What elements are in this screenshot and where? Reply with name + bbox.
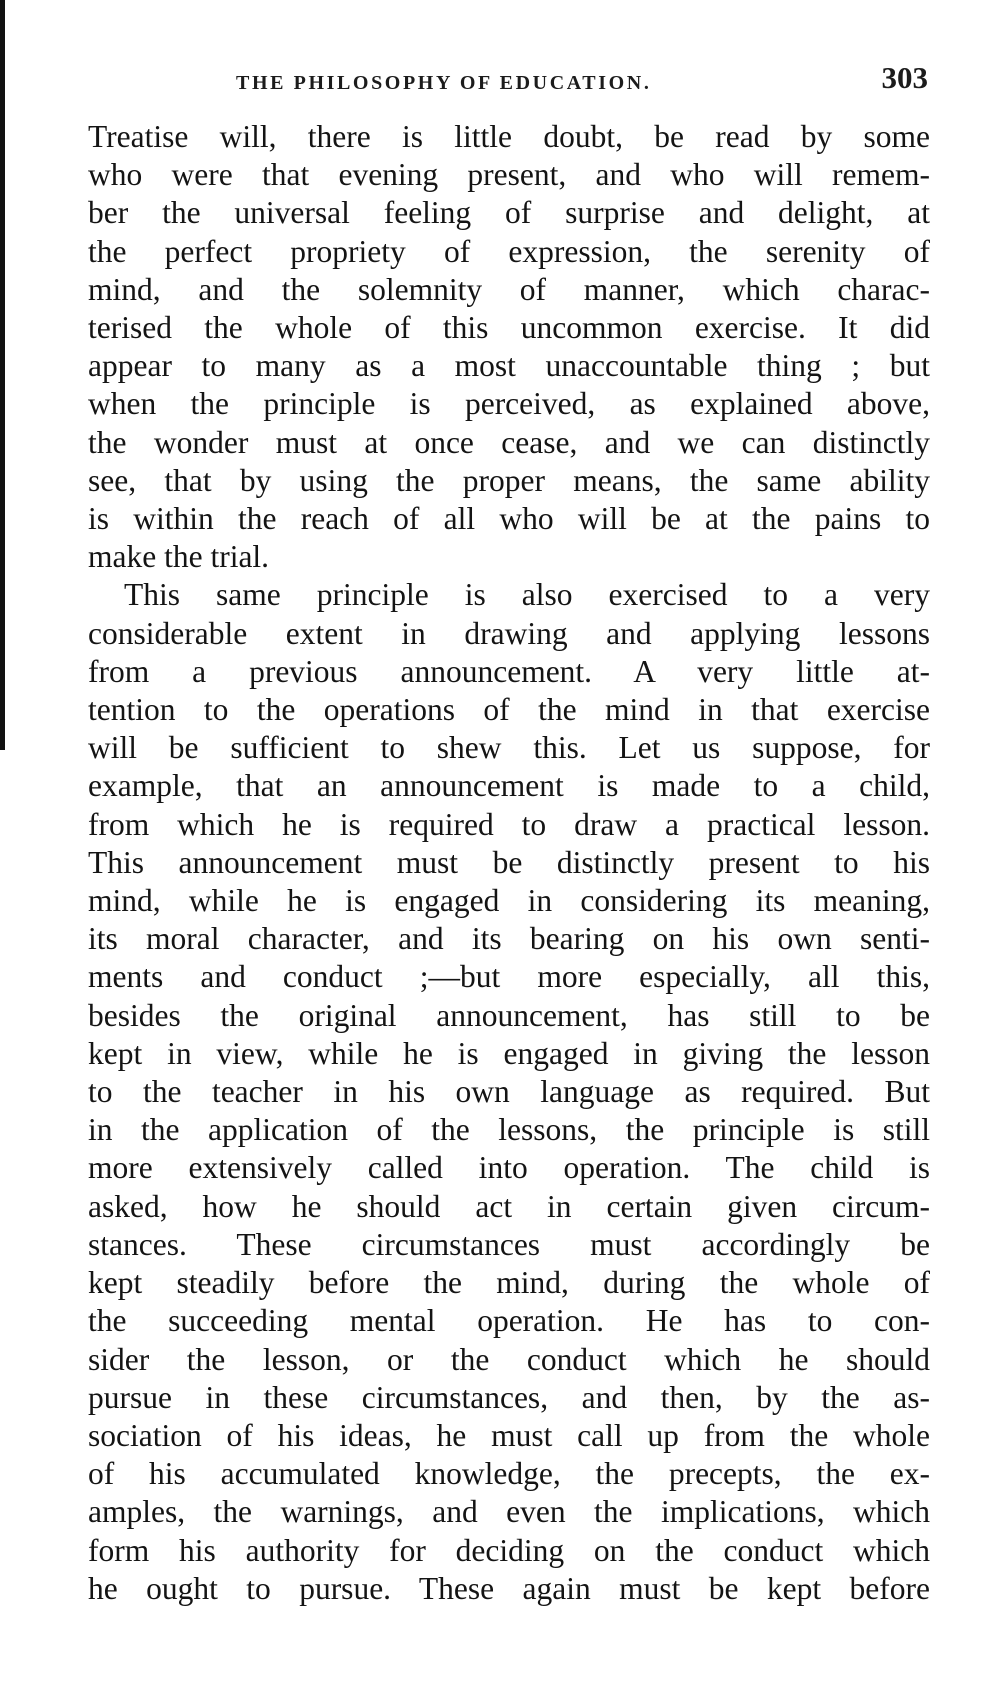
text-line: see, that by using the proper means, the same ability — [88, 462, 930, 498]
text-line: terised the whole of this uncommon exercise. It did — [88, 310, 930, 346]
running-title: THE PHILOSOPHY OF EDUCATION. — [236, 72, 652, 94]
paragraph-end-line: make the trial. — [88, 539, 270, 575]
body-text — [88, 118, 930, 1608]
text-line: sider the lesson, or the conduct which he should — [88, 1341, 930, 1377]
text-line: Treatise will, there is little doubt, be read by some — [88, 119, 930, 154]
text-line: appear to many as a most unaccountable thing ; but — [88, 348, 930, 384]
text-line: the perfect propriety of expression, the serenity of — [88, 233, 930, 269]
text-line: he ought to pursue. These again must be kept before — [88, 1570, 930, 1606]
text-line: mind, while he is engaged in considering its meaning, — [88, 883, 930, 919]
text-line: the succeeding mental operation. He has to con- — [88, 1303, 930, 1339]
text-line: This announcement must be distinctly present to his — [88, 844, 930, 880]
text-line: kept in view, while he is engaged in giving the lesson — [88, 1035, 930, 1071]
paragraph-start-line: This same principle is also exercised to a very — [124, 577, 930, 613]
text-line: tention to the operations of the mind in that exercise — [88, 692, 930, 728]
text-line: mind, and the solemnity of manner, which charac- — [88, 271, 930, 307]
text-line: when the principle is perceived, as explained above, — [88, 386, 930, 422]
text-line: example, that an announcement is made to a child, — [88, 768, 930, 804]
text-line: to the teacher in his own language as required. But — [88, 1074, 930, 1110]
text-line: stances. These circumstances must accordingly be — [88, 1226, 930, 1262]
text-line: ber the universal feeling of surprise and delight, at — [88, 195, 930, 231]
text-line: besides the original announcement, has still to be — [88, 997, 930, 1033]
text-line: considerable extent in drawing and applying lessons — [88, 615, 930, 651]
text-line: ments and conduct ;—but more especially, all this, — [88, 959, 930, 995]
text-line: its moral character, and its bearing on his own senti- — [88, 921, 930, 957]
text-line: pursue in these circumstances, and then, by the as- — [88, 1379, 930, 1415]
page-number: 303 — [881, 60, 928, 95]
text-line: in the application of the lessons, the principle is still — [88, 1112, 930, 1148]
text-line: from which he is required to draw a practical lesson. — [88, 806, 930, 842]
text-line: of his accumulated knowledge, the precepts, the ex- — [88, 1456, 930, 1492]
text-line: who were that evening present, and who will remem- — [88, 157, 930, 193]
text-line: sociation of his ideas, he must call up from the whole — [88, 1417, 930, 1453]
text-line: asked, how he should act in certain given circum- — [88, 1188, 930, 1224]
text-line: will be sufficient to shew this. Let us suppose, for — [88, 730, 930, 766]
text-line: from a previous announcement. A very little at- — [88, 653, 930, 689]
text-line: is within the reach of all who will be at the pains to — [88, 501, 930, 537]
text-line: form his authority for deciding on the conduct which — [88, 1532, 930, 1568]
text-line: amples, the warnings, and even the implications, which — [88, 1494, 930, 1530]
text-line: the wonder must at once cease, and we can distinctly — [88, 424, 930, 460]
text-line: more extensively called into operation. The child is — [88, 1150, 930, 1186]
text-line: kept steadily before the mind, during the whole of — [88, 1265, 930, 1301]
